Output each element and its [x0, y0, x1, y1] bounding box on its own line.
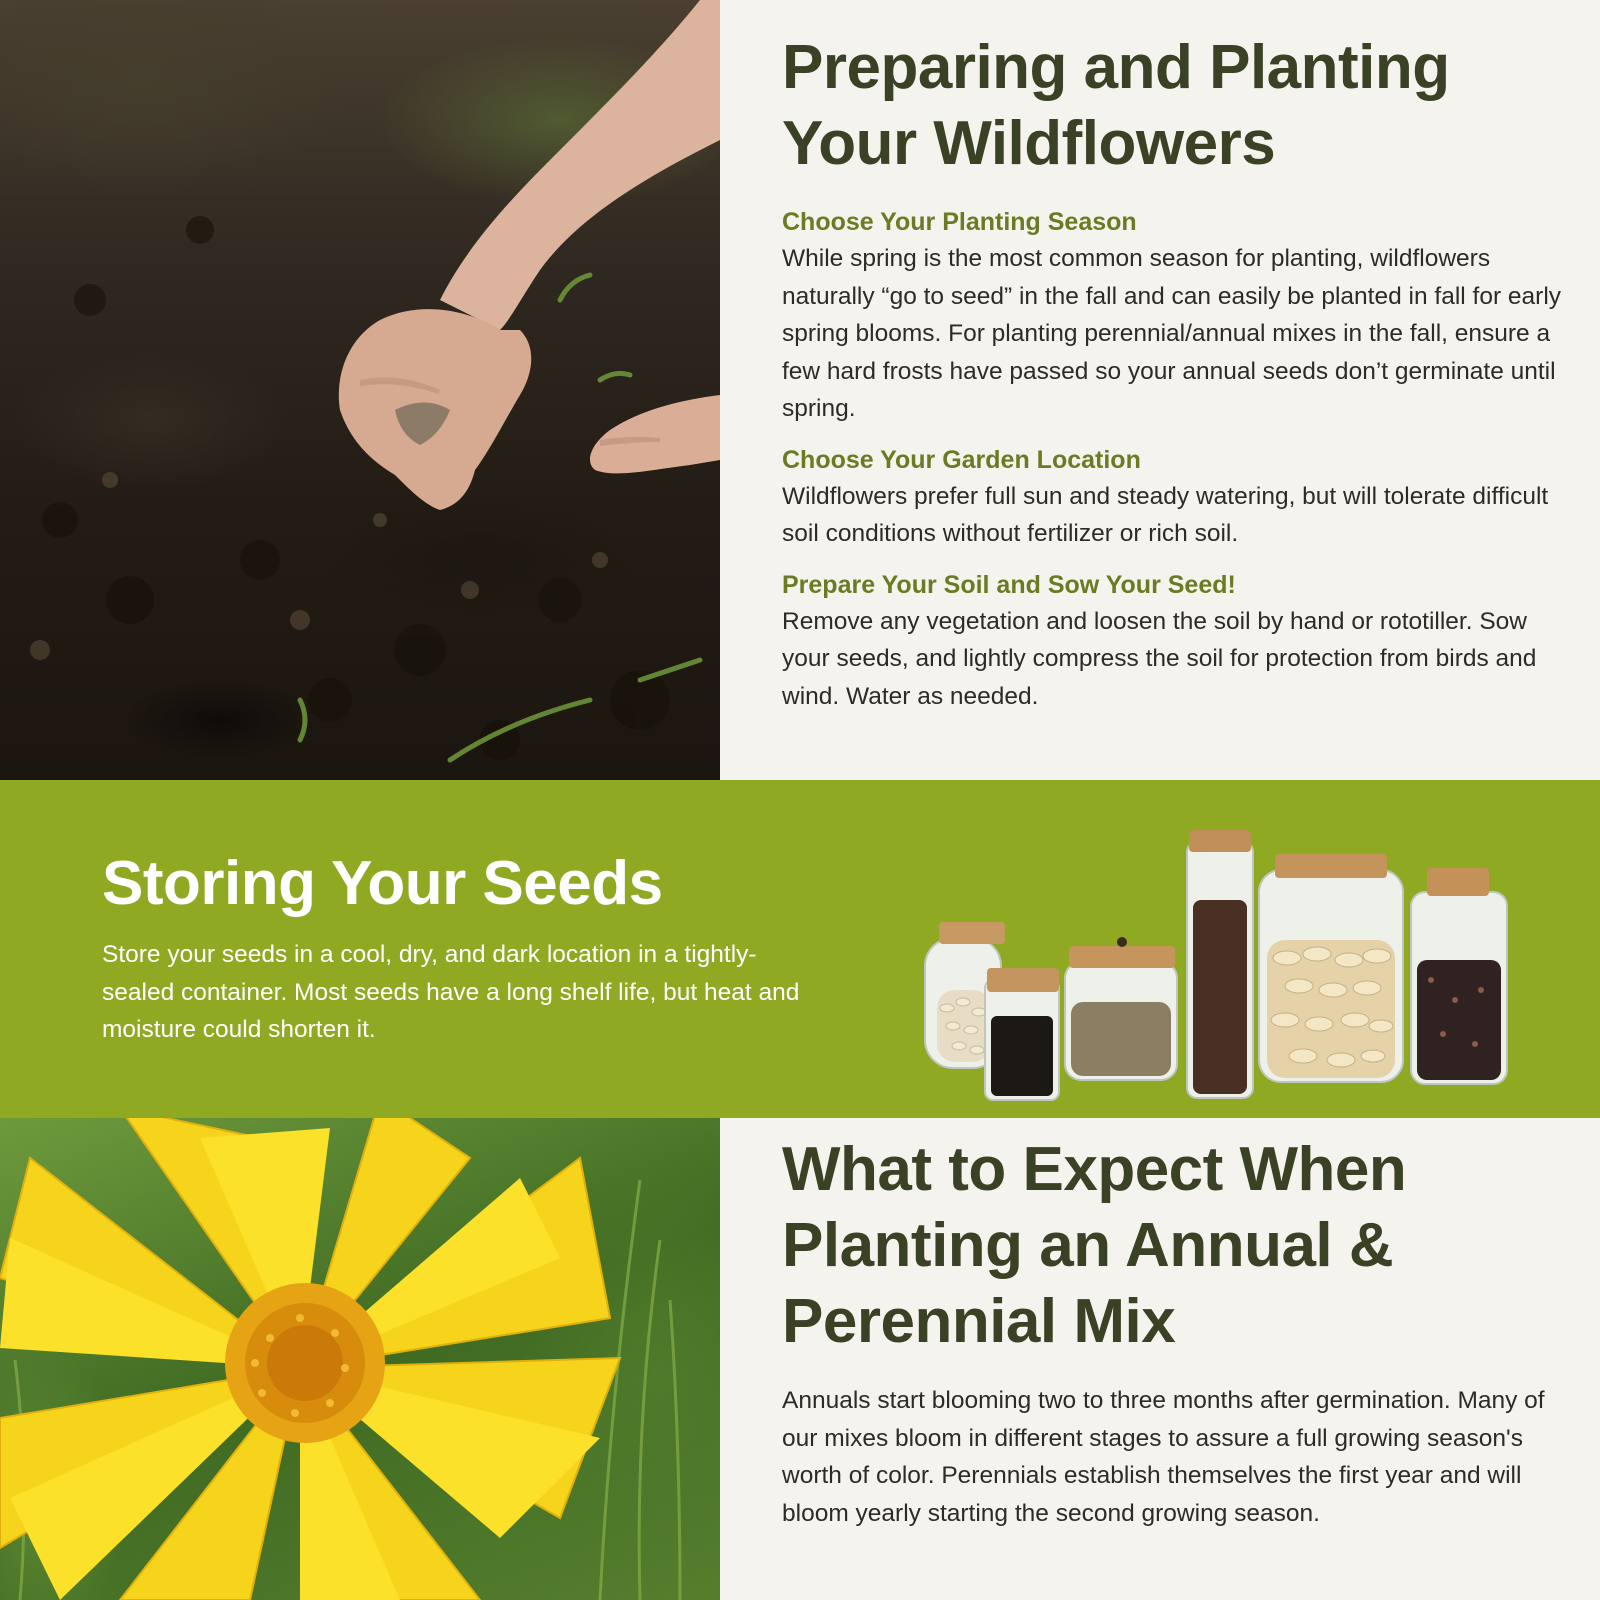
storing-text: Store your seeds in a cool, dry, and dark location in a tightly-sealed container. Most seeds have a long shelf life, but heat and moisture could shorten it.	[102, 941, 800, 1043]
yellow-flower-photo	[0, 1118, 720, 1600]
planting-season-block	[782, 204, 1562, 428]
garden-location-heading: Choose Your Garden Location	[782, 445, 1141, 474]
jar-grain	[1065, 937, 1177, 1080]
jar-black-seeds	[985, 968, 1059, 1100]
jar-tall-dark-seeds	[1187, 830, 1253, 1098]
planting-text-column	[782, 30, 1562, 715]
soil-prep-text: Remove any vegetation and loosen the soil by hand or rototiller. Sow your seeds, and lightly compress the soil for protection from birds and wind. Water as needed.	[782, 607, 1537, 710]
soil-prep-heading: Prepare Your Soil and Sow Your Seed!	[782, 570, 1236, 599]
expectations-text-column	[782, 1132, 1572, 1532]
expectations-text: Annuals start blooming two to three months after germination. Many of our mixes bloom in different stages to assure a full growing season's worth of color. Perennials establish themselves the first year and will bloom yearly starting the second growing season.	[782, 1387, 1545, 1527]
planting-season-heading: Choose Your Planting Season	[782, 208, 1137, 236]
planting-title: Preparing and Planting Your Wildflowers	[782, 33, 1450, 178]
soil-prep-block	[782, 567, 1562, 716]
expectations-section	[0, 1118, 1600, 1600]
garden-location-block	[782, 442, 1562, 553]
expectations-title: What to Expect When Planting an Annual & Perennial Mix	[782, 1135, 1407, 1356]
seed-jars-photo	[915, 830, 1515, 1110]
jar-mixed-seeds	[1411, 868, 1507, 1084]
jar-pumpkin-seeds	[1259, 854, 1403, 1082]
planting-season-text: While spring is the most common season for planting, wildflowers naturally “go to seed” in the fall and can easily be planted in fall for early spring blooms. For planting perennial/annual mixes in the fall, ensure a few hard frosts have passed so your annual seeds don’t germinate until spring.	[782, 245, 1562, 422]
storing-title: Storing Your Seeds	[102, 849, 663, 918]
soil-hands-photo	[0, 0, 720, 780]
planting-section	[0, 0, 1600, 780]
garden-location-text: Wildflowers prefer full sun and steady watering, but will tolerate difficult soil conditions without fertilizer or rich soil.	[782, 482, 1549, 547]
